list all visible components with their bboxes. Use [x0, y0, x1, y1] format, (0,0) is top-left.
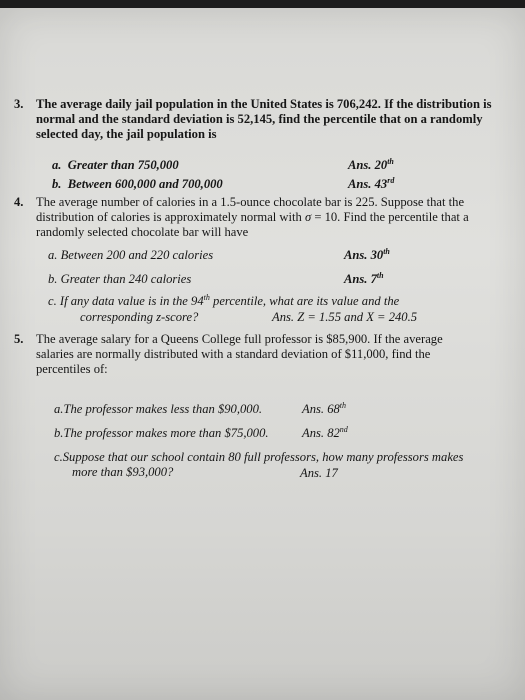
- q3-a-label: a.: [52, 158, 62, 172]
- q5-a-answer: Ans. 68th: [302, 400, 347, 416]
- q5-c-answer: Ans. 17: [300, 466, 338, 480]
- q5-number: 5.: [14, 332, 24, 346]
- q4-c-answer: Ans. Z = 1.55 and X = 240.5: [272, 310, 418, 324]
- paper-page: [0, 8, 525, 700]
- q5-text: The average salary for a Queens College full professor is $85,900. If the average salaries are normally distributed with a standard deviation of $11,000, find the percentiles of:: [36, 332, 443, 376]
- q4-b-answer: Ans. 7th: [344, 270, 384, 286]
- q5-b-answer: Ans. 82nd: [302, 424, 348, 440]
- sigma-symbol: σ: [304, 210, 312, 224]
- q5-c-line2: more than $93,000?: [72, 465, 174, 479]
- q3-b-label: b.: [52, 177, 62, 191]
- q4-number: 4.: [14, 195, 24, 209]
- q3-a: [52, 158, 179, 173]
- q5-a: a.The professor makes less than $90,000.: [54, 402, 263, 416]
- q4-text: The average number of calories in a 1.5-ounce chocolate bar is 225. Suppose that the distribution of calories is approximately normal with σ = 10. Find the percentile that a randomly selected chocolate bar will have: [36, 195, 469, 239]
- q3-text: The average daily jail population in the United States is 706,242. If the distribution is normal and the standard deviation is 52,145, find the percentile that on a randomly selected day, the jail population is: [36, 97, 492, 141]
- q3-b: [52, 177, 223, 192]
- q3-a-text: Greater than 750,000: [67, 158, 179, 172]
- q4-c: c. If any data value is in the 94th percentile, what are its value and the: [48, 292, 400, 308]
- q4-a: a. Between 200 and 220 calories: [48, 248, 214, 262]
- q4-b: b. Greater than 240 calories: [48, 272, 192, 286]
- q5-c: c.Suppose that our school contain 80 full professors, how many professors makes: [54, 450, 464, 464]
- q4-c-line2: corresponding z-score?: [80, 310, 199, 324]
- q5-b: b.The professor makes more than $75,000.: [54, 426, 269, 440]
- q3-b-answer: Ans. 43rd: [348, 175, 395, 191]
- q3-a-answer: Ans. 20th: [348, 156, 394, 172]
- q4-a-answer: Ans. 30th: [344, 246, 390, 262]
- q3-number: 3.: [14, 97, 24, 111]
- q3-b-text: Between 600,000 and 700,000: [67, 177, 223, 191]
